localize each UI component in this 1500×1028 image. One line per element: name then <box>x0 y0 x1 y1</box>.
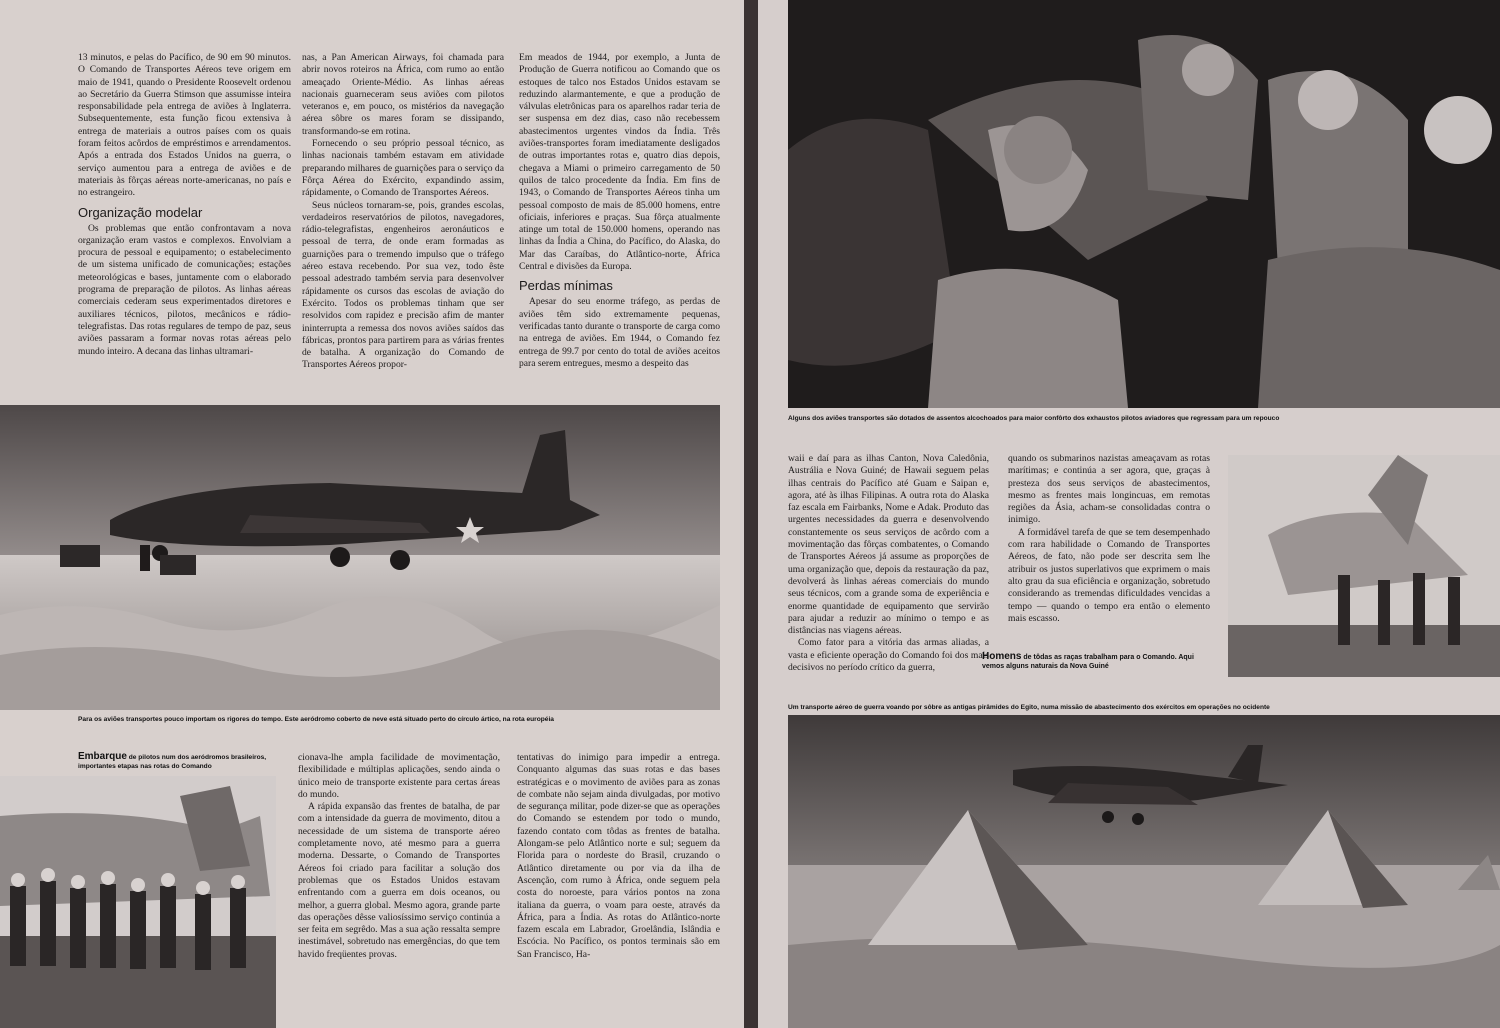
paragraph: A rápida expansão das frentes de batalha, de par com a intensidade da guerra de movimento, ditou a necessidade de um sistema de transporte aéreo completamente novo, até mesmo para a guerra moderna. Dessarte, o Comando de Transportes Aéreos foi criado para facilitar a solução dos problemas que os Estados Unidos estavam enfrentando com a guerra em dois oceanos, ou melhor, a guerra global. Mesmo agora, grande parte das operações dêsse valiosíssimo serviço continúa a ser feita em segrêdo. Mas a sua ação ressalta sempre inestimável, sobretudo nas emergências, do que tem havido freqüentes provas. <box>298 801 500 960</box>
caption-sleeping-pilots: Alguns dos aviões transportes são dotados de assentos alcochoados para maior confôrto dos exhaustos pilotos aviadores que regressam para um repouco <box>788 415 1280 422</box>
section-heading-organizacao: Organização modelar <box>78 204 203 220</box>
paragraph: Os problemas que então confrontavam a nova organização eram vastos e complexos. Envolviam a procura de pessoal e equipamento; o estabelecimento de um sistema unificado de comunicações; estações meteorológicas e bases, juntamente com o elaborado programa de preparação de pilotos. As linhas aéreas comerciais cederam seus experimentados diretores e auxiliares técnicos, pilotos, mecânicos e rádio-telegrafistas. Das rotas regulares de tempo de paz, seus aviões passaram a formar novas rotas aéreas pelo mundo inteiro. A decana das linhas ultramari- <box>78 222 291 357</box>
paragraph: cionava-lhe ampla facilidade de movimentação, flexibilidade e múltiplas aplicações, sendo ainda o único meio de transporte existente para certas áreas do mundo. <box>298 752 500 800</box>
paragraph: nas, a Pan American Airways, foi chamada para abrir novos roteiros na África, com rumo ao então ameaçado Oriente-Médio. As linhas aéreas nacionais guarneceram seus aviões com pilotos veteranos e, em pouco, os mistérios da navegação aérea sôbre os mares foram se dissipando, transformando-se em rotina. <box>302 52 504 137</box>
section-heading-perdas: Perdas mínimas <box>519 278 613 294</box>
text-column-r1 <box>788 453 989 674</box>
text-column-4 <box>298 752 500 961</box>
paragraph: Apesar do seu enorme tráfego, as perdas de aviões têm sido extremamente pequenas, verificadas tanto durante o transporte de carga como na entrega de aviões. Em 1944, o Comando fez entrega de 99.7 por cento do total de aviões aceitos para serem entregues, mesmo a despeito das <box>519 296 720 369</box>
photo-embarque-pilots <box>0 776 276 1028</box>
caption-snow-aerodrome: Para os aviões transportes pouco importam os rigores do tempo. Este aeródromo coberto de neve está situado perto do círculo ártico, na rota européia <box>78 716 554 723</box>
text-column-3 <box>519 52 720 370</box>
caption-homens <box>982 652 1210 671</box>
paragraph: quando os submarinos nazistas ameaçavam as rotas marítimas; e continúa a ser agora, que, graças à presteza dos seus serviços de abastecimentos, mesmo as frentes mais longincuas, em remotas regiões da Ásia, acham-se consolidadas contra o inimigo. <box>1008 453 1210 526</box>
text-column-5 <box>517 752 720 961</box>
right-page <box>758 0 1500 1028</box>
text-column-1 <box>78 52 291 358</box>
paragraph: A formidável tarefa de que se tem desempenhado com rara habilidade o Comando de Transportes Aéreos, de fato, não pode ser descrita sem lhe atribuir os justos superlativos que exprimem o mais alto grau da sua eficiência e organização, sobretudo considerando as tremendas dificuldades vencidas a tempo — quando o tempo era então o elemento mais escasso. <box>1008 526 1210 624</box>
caption-lead: Homens <box>982 651 1022 662</box>
paragraph: tentativas do inimigo para impedir a entrega. Conquanto algumas das suas rotas e das bases estratégicas e o movimento de aviões para as zonas de combate não sejam ainda divulgadas, por motivo de segurança militar, pode dizer-se que as operações do Comando se estendem por todo o mundo, fazendo contato com tôdas as frentes de batalha. Alongam-se pelo Atlântico norte e sul; seguem da Florida para o nordeste do Brasil, cruzando o Atlântico diretamente ou por via da ilha de Ascenção, com rumo à África, onde seguem pela costa do noroeste, para vários pontos na zona italiana da guerra, o voam para oeste, através da África, para a Índia. As rotas do Atlântico-norte fazem escala em Labrador, Groelândia, Islândia e Escócia. No Pacífico, os pontos terminais são em San Francisco, Ha- <box>517 752 720 960</box>
photo-new-guinea-workers <box>1228 455 1500 677</box>
photo-pyramids-transport <box>788 715 1500 1028</box>
left-page <box>0 0 744 1028</box>
paragraph: Em meados de 1944, por exemplo, a Junta de Produção de Guerra notificou ao Comando que os estoques de talco nos Estados Unidos estavam se reduzindo alarmantemente, e que a produção de válvulas eletrônicas para os aparelhos radar teria de ser suspensa em dez dias, caso não recebessem abastecimentos urgentes vindos da Índia. Três aviões-transportes foram imediatamente desligados de outras importantes rotas e, quatro dias depois, chegava a Miami o primeiro carregamento de 50 quilos de talco procedente da Índia. Em fins de 1943, o Comando de Transportes Aéreos tinha um pessoal composto de mais de 85.000 homens, entre oficiais, inferiores e praças. Sua fôrça atualmente atinge um total de 150.000 homens, operando nas linhas da Índia a China, do Pacífico, do Alaska, do Mar das Caraíbas, do Atlântico-norte, África Central e divisões da Europa. <box>519 52 720 273</box>
caption-body: de tôdas as raças trabalham para o Comando. Aqui vemos alguns naturais da Nova Guiné <box>982 654 1194 670</box>
text-column-2 <box>302 52 504 372</box>
paragraph: 13 minutos, e pelas do Pacífico, de 90 em 90 minutos. O Comando de Transportes Aéreos teve origem em maio de 1941, quando o Presidente Roosevelt ordenou ao Secretário da Guerra Stimson que assumisse inteira responsabilidade pela entrega de aviões à Inglaterra. Subsequentemente, esta função ficou extensiva à entrega de materiais a outros países com os quais foram feitos acôrdos de empréstimos e arrendamentos. Após a entrada dos Estados Unidos na guerra, o serviço aumentou para a entrega de aviões e de materiais às fôrças aéreas norte-americanas, no país e no estrangeiro. <box>78 52 291 199</box>
paragraph: Como fator para a vitória das armas aliadas, a vasta e eficiente operação do Comando foi dos mais decisivos no período crítico da guerra, <box>788 637 989 674</box>
caption-body: de pilotos num dos aeródromos brasileiros, importantes etapas nas rotas do Comando <box>78 754 267 770</box>
caption-pyramids: Um transporte aéreo de guerra voando por sôbre as antigas pirâmides do Egito, numa missão de abastecimento dos exércitos em operações no ocidente <box>788 704 1270 711</box>
paragraph: waii e daí para as ilhas Canton, Nova Caledônia, Austrália e Nova Guiné; de Hawaii seguem pelas ilhas centrais do Pacífico até Guam e Saipan e, agora, até às ilhas Filipinas. A outra rota do Alaska faz escala em Fairbanks, Nome e Adak. Produto das urgentes necessidades da guerra e desenvolvendo constantemente os seus serviços de acôrdo com a movimentação das fôrças combatentes, o Comando de Transportes Aéreos já assume as proporções de uma organização que, depois da restauração da paz, devolverá às linhas aéreas comerciais do mundo seus técnicos, com a grande soma de experiência e enorme quantidade de equipamento que servirão para ajudar a reduzir ao mínimo o tempo e as distâncias nas viagens aéreas. <box>788 453 989 637</box>
page-gutter <box>744 0 758 1028</box>
photo-snow-aerodrome <box>0 405 720 710</box>
paragraph: Fornecendo o seu próprio pessoal técnico, as linhas nacionais também estavam em atividade preparando milhares de guarnições para o serviço da Fôrça Aérea do Exército, expandindo assim, rápidamente, o Comando de Transportes Aéreos. <box>302 138 504 199</box>
photo-sleeping-pilots <box>788 0 1500 408</box>
caption-lead: Embarque <box>78 751 127 762</box>
paragraph: Seus núcleos tornaram-se, pois, grandes escolas, verdadeiros reservatórios de pilotos, navegadores, rádio-telegrafistas, engenheiros aeronáuticos e pessoal de terra, de onde eram formadas as guarnições para o tremendo impulso que o tráfego aéreo estava recebendo. Por sua vez, todo êste pessoal adestrado também servia para desenvolver rápidamente os cursos das escolas de aviação do Exército. Todos os problemas tinham que ser resolvidos com rapidez e precisão afim de manter ininterrupta a remessa dos novos aviões saídos das fábricas, prontos para partirem para as várias frentes de batalha. A organização do Comando de Transportes Aéreos propor- <box>302 199 504 371</box>
caption-embarque <box>78 752 276 771</box>
text-column-r2 <box>1008 453 1210 625</box>
